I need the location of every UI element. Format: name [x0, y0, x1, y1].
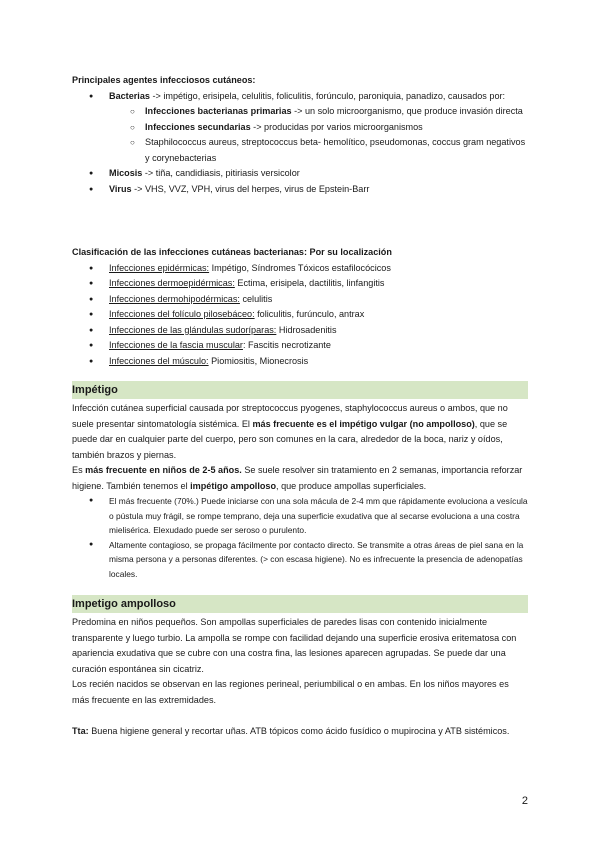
sub-label: Infecciones bacterianas primarias	[145, 106, 292, 116]
bacterias-text: -> impétigo, erisipela, celulitis, foliculitis, forúnculo, paroniquia, panadizo, causados por:	[149, 90, 506, 101]
impetigo-title: Impétigo	[72, 384, 118, 396]
item-label: Infecciones dermohipodérmicas:	[109, 293, 240, 304]
list-item	[72, 323, 528, 339]
sub-text: Staphilococcus aureus, streptococcus beta- hemolítico, pseudomonas, coccus gram negativos y corynebacterias	[145, 137, 526, 163]
impetigo-paragraph-2: Es más frecuente en niños de 2-5 años. Se suele resolver sin tratamiento en 2 semanas, importancia reforzar higiene. También tenemos el impétigo ampolloso, que produce ampollas superficiales.	[72, 465, 523, 491]
bacterias-label: Bacterias	[109, 90, 150, 101]
list-item	[72, 276, 528, 292]
list-item	[72, 182, 528, 198]
list-item	[72, 307, 528, 323]
ampolloso-section	[72, 615, 528, 739]
list-item	[72, 120, 528, 136]
impetigo-bullet-2: Altamente contagioso, se propaga fácilmente por contacto directo. Se transmite a otras áreas de piel sana en la misma persona y a personas diferentes. (> con escasa higiene). No es infrecuente la presencia de adenopatías locales.	[109, 539, 524, 579]
list-item	[72, 166, 528, 182]
item-text: Impétigo, Síndromes Tóxicos estafilocócicos	[209, 262, 391, 273]
item-label: Infecciones epidérmicas:	[109, 262, 210, 273]
sub-text: -> producidas por varios microorganismos	[250, 121, 423, 132]
micosis-text: -> tiña, candidiasis, pitiriasis versicolor	[142, 168, 300, 178]
treatment-paragraph: Tta: Buena higiene general y recortar uñas. ATB tópicos como ácido fusídico o mupirocina y ATB sistémicos.	[72, 725, 510, 736]
impetigo-heading-bar	[72, 381, 528, 399]
ampolloso-paragraph-1: Predomina en niños pequeños. Son ampollas superficiales de paredes lisas con contenido inicialmente transparente y luego turbio. La ampolla se rompe con facilidad dejando una superficie erosiva eritematosa con apariencia exudativa que se cubre con una costra fina, las lesiones aparecen agrupadas. Se puede dar una curación espontánea sin cicatriz.	[72, 617, 517, 674]
item-label: Infecciones del músculo:	[109, 355, 209, 366]
page-number: 2	[521, 795, 528, 807]
ampolloso-paragraph-2: Los recién nacidos se observan en las regiones perineal, periumbilical o en ambas. En los niños mayores es más frecuente en las extremidades.	[72, 679, 509, 705]
item-label: Infecciones de las glándulas sudoríparas:	[109, 324, 277, 335]
list-item	[72, 292, 528, 308]
item-text: foliculitis, furúnculo, antrax	[254, 309, 365, 319]
classification-section	[72, 245, 528, 369]
agents-section	[72, 73, 528, 197]
item-label: Infecciones del folículo pilosebáceo:	[109, 309, 255, 319]
virus-text: -> VHS, VVZ, VPH, virus del herpes, virus de Epstein-Barr	[131, 183, 370, 194]
list-item	[72, 261, 528, 277]
list-item	[72, 538, 528, 582]
list-item	[72, 354, 528, 370]
ampolloso-title: Impetigo ampolloso	[72, 598, 176, 610]
micosis-label: Micosis	[109, 168, 143, 178]
list-item	[72, 494, 528, 538]
classification-heading: Clasificación de las infecciones cutáneas bacterianas: Por su localización	[72, 247, 392, 257]
impetigo-section	[72, 401, 528, 581]
item-label: Infecciones dermoepidérmicas:	[109, 278, 235, 288]
list-item	[72, 135, 528, 166]
list-item	[72, 89, 528, 167]
virus-label: Virus	[109, 183, 132, 194]
item-text: Ectima, erisipela, dactilitis, linfangitis	[234, 278, 385, 288]
agents-heading: Principales agentes infecciosos cutáneos:	[72, 75, 256, 85]
item-text: Piomiositis, Mionecrosis	[208, 355, 309, 366]
sub-label: Infecciones secundarias	[145, 121, 251, 132]
list-item	[72, 104, 528, 120]
impetigo-paragraph-1: Infección cutánea superficial causada por streptococcus pyogenes, staphylococcus aureus o ambos, que no suele presentar sintomatología sistémica. El más frecuente es el impétigo vulgar (no ampolloso), que se puede dar en cualquier parte del cuerpo, pero son comunes en la cara, alrededor de la boca, nariz y oídos, también brazos y piernas.	[72, 403, 508, 460]
item-label: Infecciones de la fascia muscular	[109, 340, 243, 350]
item-text: : Fascitis necrotizante	[242, 340, 331, 350]
list-item	[72, 338, 528, 354]
item-text: Hidrosadenitis	[276, 324, 337, 335]
sub-text: -> un solo microorganismo, que produce invasión directa	[291, 106, 523, 116]
impetigo-bullet-1: El más frecuente (70%.) Puede iniciarse con una sola mácula de 2-4 mm que rápidamente evoluciona a vesícula o pústula muy frágil, se rompe temprano, deja una superficie exudativa que al secarse evoluciona a una costra mielisérica. Elexudado puede ser seroso o purulento.	[109, 496, 528, 535]
item-text: celulitis	[239, 293, 273, 304]
